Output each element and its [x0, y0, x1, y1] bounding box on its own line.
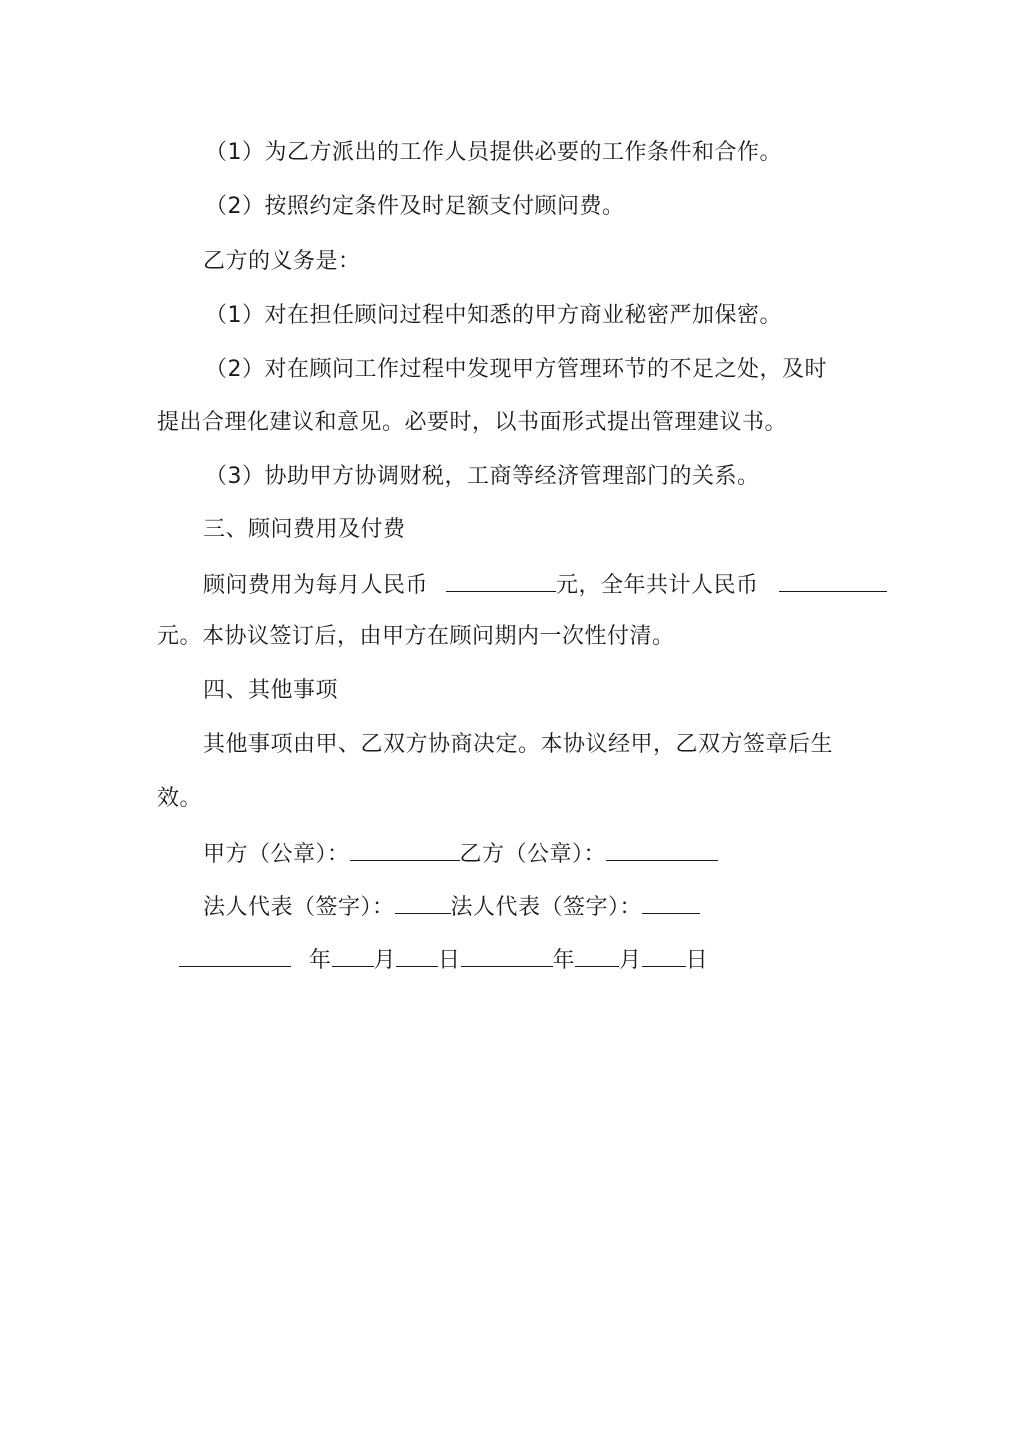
annual-fee-blank[interactable] [779, 569, 887, 592]
section-3-heading: 三、顾问费用及付费 [203, 517, 406, 542]
other-matters-line1: 其他事项由甲、乙双方协商决定。本协议经甲，乙双方签章后生 [203, 732, 834, 757]
month-a-blank[interactable] [332, 944, 374, 967]
party-b-duties-heading: 乙方的义务是： [203, 249, 361, 274]
representative-line [203, 891, 700, 923]
fee-monthly-line [203, 569, 887, 601]
day-b-blank[interactable] [642, 944, 686, 967]
day-a-blank[interactable] [396, 944, 438, 967]
party-b-duty-2-line1: （2）对在顾问工作过程中发现甲方管理环节的不足之处，及时 [205, 357, 827, 382]
rep-b-blank[interactable] [642, 891, 700, 914]
year-b-label: 年 [552, 948, 576, 973]
date-a-prefix-blank[interactable] [179, 944, 291, 967]
rep-b-label: 法人代表（签字）： [450, 895, 643, 920]
section-4-heading: 四、其他事项 [203, 678, 339, 703]
fee-payment-line: 元。本协议签订后，由甲方在顾问期内一次性付清。 [157, 624, 675, 649]
month-b-blank[interactable] [575, 944, 619, 967]
seal-line [203, 838, 718, 870]
party-b-duty-3: （3）协助甲方协调财税，工商等经济管理部门的关系。 [205, 464, 760, 489]
date-b-prefix-blank[interactable] [461, 944, 553, 967]
month-b-label: 月 [619, 948, 642, 973]
fee-monthly-suffix: 元，全年共计人民币 [556, 573, 759, 598]
month-a-label: 月 [373, 948, 397, 973]
year-a-label: 年 [309, 948, 332, 973]
party-a-seal-blank[interactable] [350, 838, 460, 861]
party-b-seal-blank[interactable] [606, 838, 718, 861]
party-a-duty-2: （2）按照约定条件及时足额支付顾问费。 [205, 194, 625, 219]
party-b-duty-2-line2: 提出合理化建议和意见。必要时，以书面形式提出管理建议书。 [157, 410, 788, 435]
other-matters-line2: 效。 [157, 786, 203, 811]
party-b-duty-1: （1）对在担任顾问过程中知悉的甲方商业秘密严加保密。 [205, 303, 782, 328]
monthly-fee-blank[interactable] [446, 569, 556, 592]
fee-monthly-prefix: 顾问费用为每月人民币 [203, 573, 429, 598]
rep-a-blank[interactable] [395, 891, 451, 914]
date-line [179, 944, 708, 976]
party-a-duty-1: （1）为乙方派出的工作人员提供必要的工作条件和合作。 [205, 140, 782, 165]
day-a-label: 日 [438, 948, 461, 973]
rep-a-label: 法人代表（签字）： [203, 895, 395, 920]
party-a-seal-label: 甲方（公章）： [203, 842, 350, 867]
party-b-seal-label: 乙方（公章）： [459, 842, 607, 867]
day-b-label: 日 [685, 948, 709, 973]
